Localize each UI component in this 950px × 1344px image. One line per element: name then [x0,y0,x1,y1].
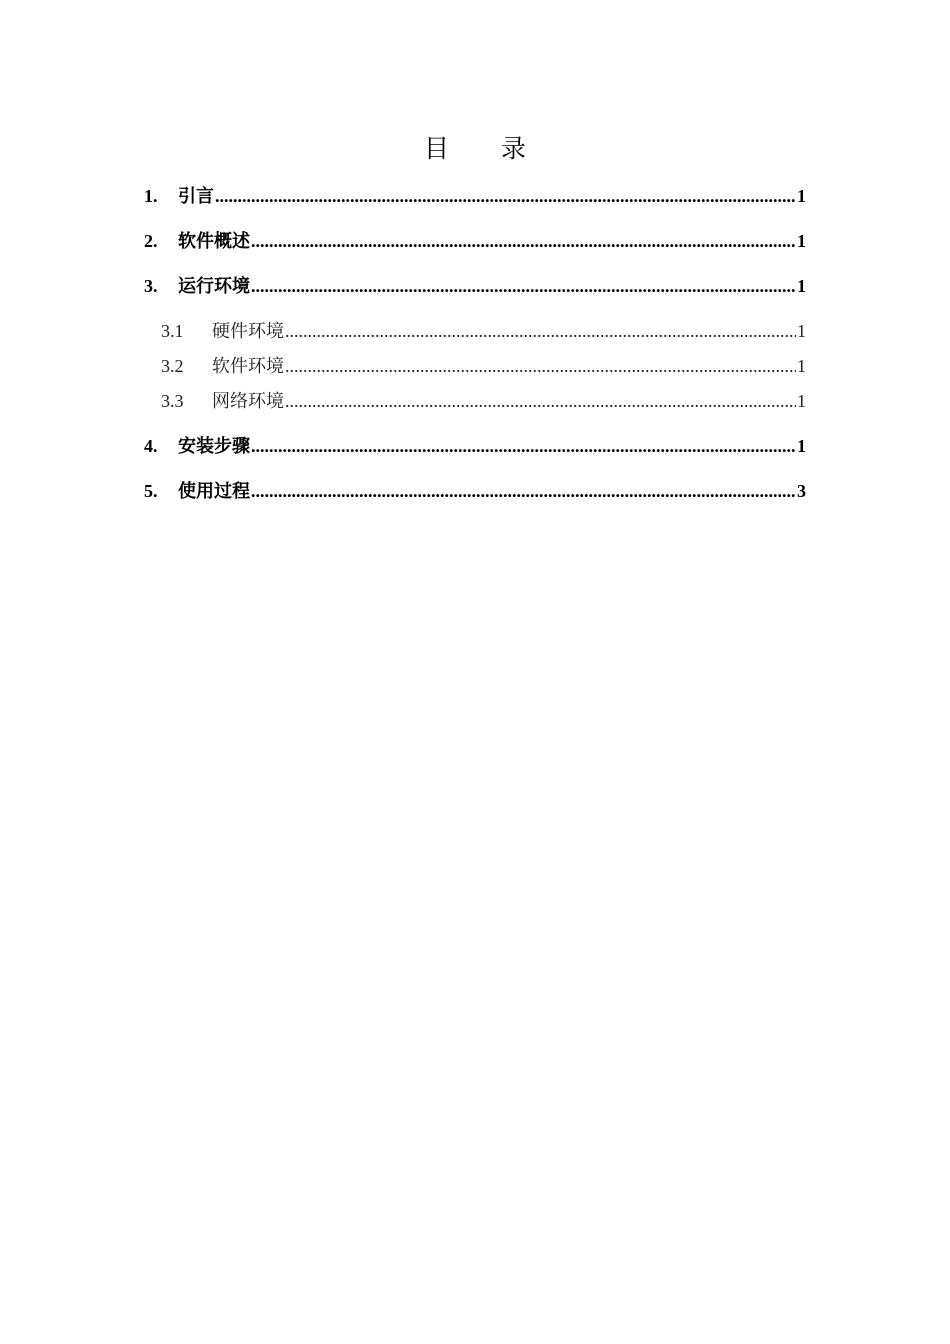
toc-entry-page: 1 [797,391,806,411]
toc-entry-text: 网络环境 [212,391,284,412]
toc-entry-text: 引言 [178,186,214,207]
toc-entry-number: 5. [144,481,158,501]
toc-entry-number: 3. [144,276,158,296]
toc-leader-dots [285,313,796,348]
toc-entry-number: 3.2 [161,356,184,376]
toc-entry-page: 1 [797,436,806,456]
toc-entry-page: 3 [797,481,806,501]
toc-entry-installation-steps[interactable] [144,428,806,473]
toc-leader-dots [215,178,796,214]
toc-leader-dots [251,473,796,509]
toc-entry-software-overview[interactable] [144,223,806,268]
toc-leader-dots [251,268,796,304]
toc-entry-number: 2. [144,231,158,251]
toc-entry-software-environment[interactable] [144,348,806,383]
toc-entry-network-environment[interactable] [144,383,806,428]
toc-entry-introduction[interactable] [144,178,806,223]
toc-entry-page: 1 [797,276,806,296]
toc-entry-number: 3.3 [161,391,184,411]
toc-entry-page: 1 [797,186,806,206]
toc-entry-text: 硬件环境 [212,321,284,342]
toc-leader-dots [285,348,796,383]
toc-leader-dots [251,428,796,464]
toc-entry-number: 1. [144,186,158,206]
toc-entry-page: 1 [797,356,806,376]
toc-entry-text: 软件概述 [178,231,250,252]
toc-entry-text: 运行环境 [178,276,250,297]
toc-entry-page: 1 [797,321,806,341]
toc-entry-text: 软件环境 [212,356,284,377]
toc-leader-dots [285,383,796,419]
table-of-contents [144,178,806,518]
toc-entry-runtime-environment[interactable] [144,268,806,313]
toc-entry-usage-process[interactable] [144,473,806,518]
toc-entry-number: 3.1 [161,321,184,341]
toc-title: 目 录 [424,134,548,163]
toc-leader-dots [251,223,796,259]
toc-entry-hardware-environment[interactable] [144,313,806,348]
toc-entry-page: 1 [797,231,806,251]
toc-entry-text: 安装步骤 [178,436,250,457]
toc-entry-number: 4. [144,436,158,456]
toc-entry-text: 使用过程 [178,481,250,502]
